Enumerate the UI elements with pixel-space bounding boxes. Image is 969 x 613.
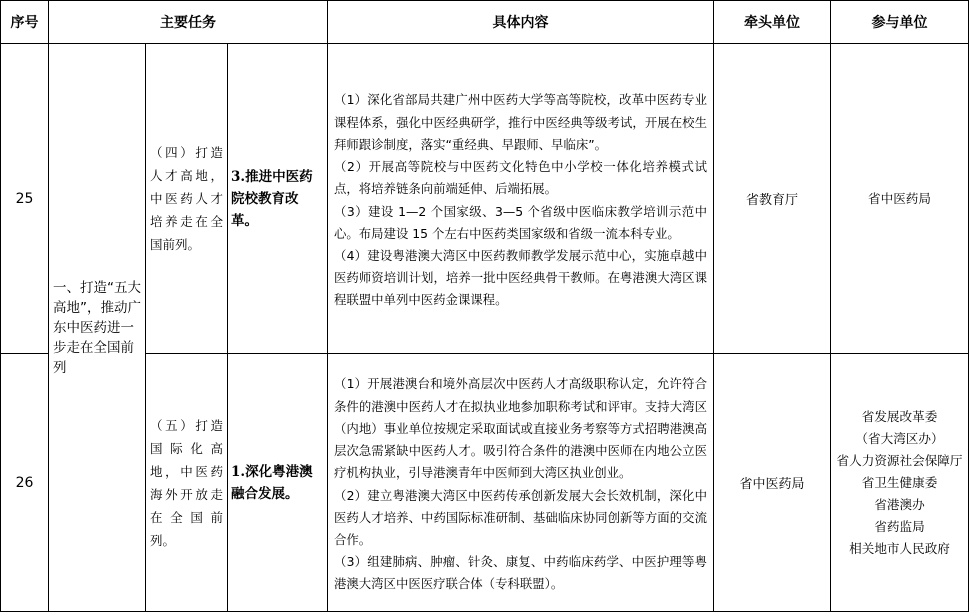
participating-unit: 省中医药局	[868, 190, 931, 206]
content-item: （3）建设 1—2 个国家级、3—5 个省级中医临床教学培训示范中心。布局建设 15 个左右中医药类国家级和省级一流本科专业。	[334, 203, 707, 241]
participating-unit: 省发展改革委	[861, 408, 938, 424]
lead-unit: 省教育厅	[714, 44, 831, 354]
participating-unit: 省卫生健康委	[861, 474, 938, 490]
header-participating-units: 参与单位	[831, 1, 969, 44]
specific-task: 3.推进中医药院校教育改革。	[228, 44, 328, 354]
table-row	[1, 44, 969, 354]
content-item: （4）建设粤港澳大湾区中医药教师教学发展示范中心，实施卓越中医药师资培训计划，培养一批中医经典骨干教师。在粤港澳大湾区课程联盟中单列中医药金课课程。	[334, 247, 707, 308]
sub-task: （五）打造国际化高地，中医药海外开放走在全国前列。	[146, 354, 228, 612]
header-main-task: 主要任务	[49, 1, 328, 44]
table-row	[1, 354, 969, 612]
participating-unit: （省大湾区办）	[855, 430, 944, 446]
task-content	[328, 44, 714, 354]
participating-unit: 相关地市人民政府	[849, 540, 950, 556]
row-seq: 26	[1, 354, 49, 612]
sub-task: （四）打造人才高地，中医药人才培养走在全国前列。	[146, 44, 228, 354]
participating-units	[831, 354, 969, 612]
task-content	[328, 354, 714, 612]
header-row	[1, 1, 969, 44]
content-item: （2）开展高等院校与中医药文化特色中小学校一体化培养模式试点，将培养链条向前端延伸、后端拓展。	[334, 159, 707, 197]
main-task-group: 一、打造“五大高地”，推动广东中医药进一步走在全国前列	[49, 44, 146, 612]
header-seq: 序号	[1, 1, 49, 44]
participating-units	[831, 44, 969, 354]
content-item: （2）建立粤港澳大湾区中医药传承创新发展大会长效机制，深化中医药人才培养、中药国际标准研制、基础临床协同创新等方面的交流合作。	[334, 487, 707, 547]
content-item: （3）组建肺病、肿瘤、针灸、康复、中药临床药学、中医护理等粤港澳大湾区中医医疗联合体（专科联盟）。	[334, 554, 707, 592]
lead-unit: 省中医药局	[714, 354, 831, 612]
row-seq: 25	[1, 44, 49, 354]
content-item: （1）深化省部局共建广州中医药大学等高等院校，改革中医药专业课程体系，强化中医经典研学，推行中医经典等级考试，开展在校生拜师跟诊制度，落实“重经典、早跟师、早临床”。	[334, 92, 707, 152]
participating-unit: 省人力资源社会保障厅	[836, 452, 963, 468]
content-item: （1）开展港澳台和境外高层次中医药人才高级职称认定，允许符合条件的港澳中医药人才在拟执业地参加职称考试和评审。支持大湾区（内地）事业单位按规定采取面试或直接业务考察等方式招聘港澳高层次急需紧缺中医药人才。吸引符合条件的港澳中医师在内地公立医疗机构执业，引导港澳青年中医师到大湾区执业创业。	[334, 376, 707, 481]
header-content: 具体内容	[328, 1, 714, 44]
specific-task: 1.深化粤港澳融合发展。	[228, 354, 328, 612]
participating-unit: 省药监局	[874, 518, 925, 534]
header-lead-unit: 牵头单位	[714, 1, 831, 44]
participating-unit: 省港澳办	[874, 496, 925, 512]
